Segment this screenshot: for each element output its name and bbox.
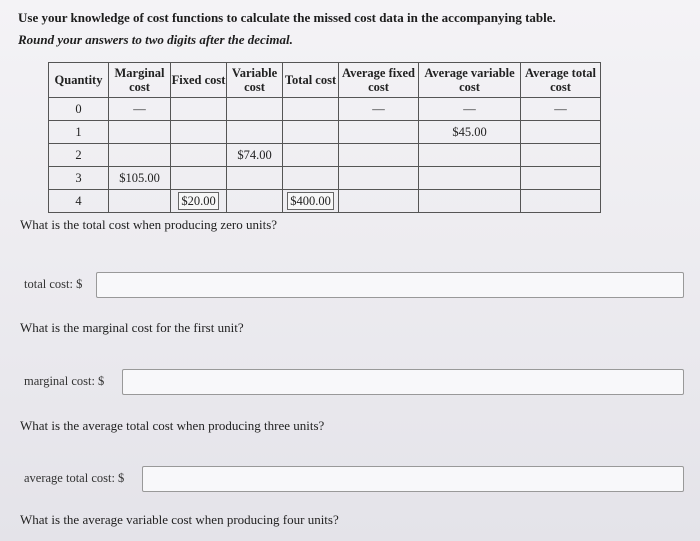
- question-average-variable-cost-four-units: What is the average variable cost when producing four units?: [20, 512, 339, 527]
- variable-cost-cell: [227, 144, 283, 167]
- average-fixed-cost-cell: —: [339, 98, 419, 121]
- variable-cost-cell[interactable]: [227, 121, 283, 144]
- total-cost-label: total cost: $: [24, 277, 83, 291]
- marginal-cost-cell: [109, 167, 171, 190]
- given-value: $400.00: [287, 192, 334, 210]
- average-total-cost-input[interactable]: [142, 466, 684, 492]
- header-average-fixed-cost: Average fixed cost: [339, 63, 419, 98]
- average-total-cost-cell[interactable]: [521, 190, 601, 213]
- cost-table-wrapper: [48, 62, 601, 213]
- fixed-cost-cell[interactable]: [171, 98, 227, 121]
- average-fixed-cost-cell[interactable]: [339, 190, 419, 213]
- marginal-cost-input[interactable]: [122, 369, 684, 395]
- average-total-cost-cell[interactable]: [521, 144, 601, 167]
- average-variable-cost-cell: —: [419, 98, 521, 121]
- average-variable-cost-cell[interactable]: [419, 190, 521, 213]
- total-cost-cell[interactable]: [283, 98, 339, 121]
- table-row: [49, 190, 601, 213]
- quantity-cell: 4: [49, 190, 109, 213]
- quantity-cell: 2: [49, 144, 109, 167]
- instructions-line-1: Use your knowledge of cost functions to calculate the missed cost data in the accompanying table.: [18, 10, 556, 25]
- cost-table: [48, 62, 601, 213]
- question-total-cost-zero-units: What is the total cost when producing zero units?: [20, 217, 278, 232]
- given-value: $45.00: [452, 125, 487, 139]
- header-marginal-cost: Marginal cost: [109, 63, 171, 98]
- average-total-cost-cell: —: [521, 98, 601, 121]
- average-total-cost-cell[interactable]: [521, 121, 601, 144]
- header-average-total-cost: Average total cost: [521, 63, 601, 98]
- table-row: [49, 167, 601, 190]
- total-cost-cell[interactable]: [283, 167, 339, 190]
- average-fixed-cost-cell[interactable]: [339, 121, 419, 144]
- marginal-cost-cell[interactable]: [109, 190, 171, 213]
- question-marginal-cost-first-unit: What is the marginal cost for the first unit?: [20, 320, 244, 335]
- given-value: $20.00: [178, 192, 218, 210]
- total-cost-cell[interactable]: [283, 121, 339, 144]
- variable-cost-cell[interactable]: [227, 98, 283, 121]
- header-total-cost: Total cost: [283, 63, 339, 98]
- header-average-variable-cost: Average variable cost: [419, 63, 521, 98]
- instructions-line-2: Round your answers to two digits after the decimal.: [18, 32, 293, 47]
- average-variable-cost-cell: [419, 121, 521, 144]
- fixed-cost-cell[interactable]: [171, 121, 227, 144]
- given-value: $105.00: [119, 170, 160, 185]
- average-fixed-cost-cell[interactable]: [339, 167, 419, 190]
- total-cost-cell[interactable]: [283, 144, 339, 167]
- table-header-row: [49, 63, 601, 98]
- total-cost-cell: [283, 190, 339, 213]
- quantity-cell: 1: [49, 121, 109, 144]
- marginal-cost-cell[interactable]: [109, 121, 171, 144]
- quantity-cell: 0: [49, 98, 109, 121]
- given-value: $74.00: [237, 147, 272, 162]
- table-row: [49, 121, 601, 144]
- average-variable-cost-cell[interactable]: [419, 144, 521, 167]
- marginal-cost-cell: —: [109, 98, 171, 121]
- header-variable-cost: Variable cost: [227, 63, 283, 98]
- average-fixed-cost-cell[interactable]: [339, 144, 419, 167]
- fixed-cost-cell[interactable]: [171, 167, 227, 190]
- variable-cost-cell[interactable]: [227, 190, 283, 213]
- marginal-cost-label: marginal cost: $: [24, 374, 105, 388]
- average-variable-cost-cell[interactable]: [419, 167, 521, 190]
- marginal-cost-cell[interactable]: [109, 144, 171, 167]
- header-quantity: Quantity: [49, 63, 109, 98]
- header-fixed-cost: Fixed cost: [171, 63, 227, 98]
- quantity-cell: 3: [49, 167, 109, 190]
- total-cost-input[interactable]: [96, 272, 684, 298]
- question-average-total-cost-three-units: What is the average total cost when producing three units?: [20, 418, 325, 433]
- average-total-cost-label: average total cost: $: [24, 471, 125, 485]
- variable-cost-cell[interactable]: [227, 167, 283, 190]
- table-row: [49, 98, 601, 121]
- fixed-cost-cell: [171, 190, 227, 213]
- table-row: [49, 144, 601, 167]
- average-total-cost-cell[interactable]: [521, 167, 601, 190]
- fixed-cost-cell[interactable]: [171, 144, 227, 167]
